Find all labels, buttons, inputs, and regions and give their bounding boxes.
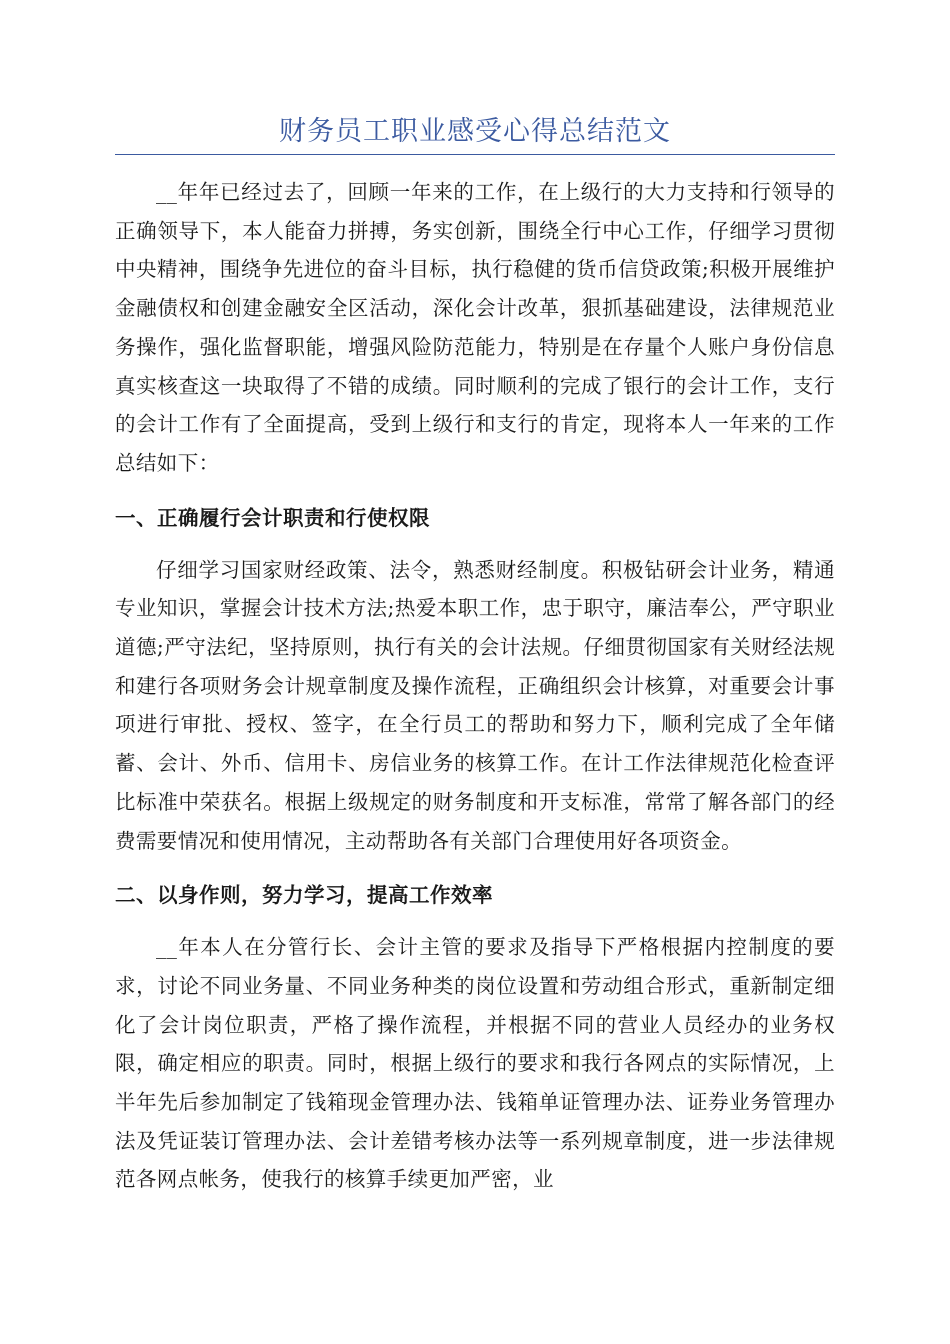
section-2-paragraph: __年本人在分管行长、会计主管的要求及指导下严格根据内控制度的要求，讨论不同业务量、不同业务种类的岗位设置和劳动组合形式，重新制定细化了会计岗位职责，严格了操作流程，并根据不同的营业人员经办的业务权限，确定相应的职责。同时，根据上级行的要求和我行各网点的实际情况，上半年先后参加制定了钱箱现金管理办法、钱箱单证管理办法、证券业务管理办法及凭证装订管理办法、会计差错考核办法等一系列规章制度，进一步法律规范各网点帐务，使我行的核算手续更加严密，业 [115,935,835,1192]
section-1-paragraph: 仔细学习国家财经政策、法令，熟悉财经制度。积极钻研会计业务，精通专业知识，掌握会计技术方法;热爱本职工作，忠于职守，廉洁奉公，严守职业道德;严守法纪，坚持原则，执行有关的会计法规。仔细贯彻国家有关财经法规和建行各项财务会计规章制度及操作流程，正确组织会计核算，对重要会计事项进行审批、授权、签字，在全行员工的帮助和努力下，顺利完成了全年储蓄、会计、外币、信用卡、房信业务的核算工作。在计工作法律规范化检查评比标准中荣获名。根据上级规定的财务制度和开支标准，常常了解各部门的经费需要情况和使用情况，主动帮助各有关部门合理使用好各项资金。 [115,557,835,853]
section-heading-1: 一、正确履行会计职责和行使权限 [115,505,430,530]
title-underline [115,154,835,155]
document-body [115,173,835,1199]
document-title: 财务员工职业感受心得总结范文 [279,116,671,147]
intro-paragraph: __年年已经过去了，回顾一年来的工作，在上级行的大力支持和行领导的正确领导下，本人能奋力拼搏，务实创新，围绕全行中心工作，仔细学习贯彻中央精神，围绕争先进位的奋斗目标，执行稳健的货币信贷政策;积极开展维护金融债权和创建金融安全区活动，深化会计改革，狠抓基础建设，法律规范业务操作，强化监督职能，增强风险防范能力，特别是在存量个人账户身份信息真实核查这一块取得了不错的成绩。同时顺利的完成了银行的会计工作，支行的会计工作有了全面提高，受到上级行和支行的肯定，现将本人一年来的工作总结如下： [115,180,835,475]
section-heading-2: 二、以身作则，努力学习，提高工作效率 [115,883,493,908]
